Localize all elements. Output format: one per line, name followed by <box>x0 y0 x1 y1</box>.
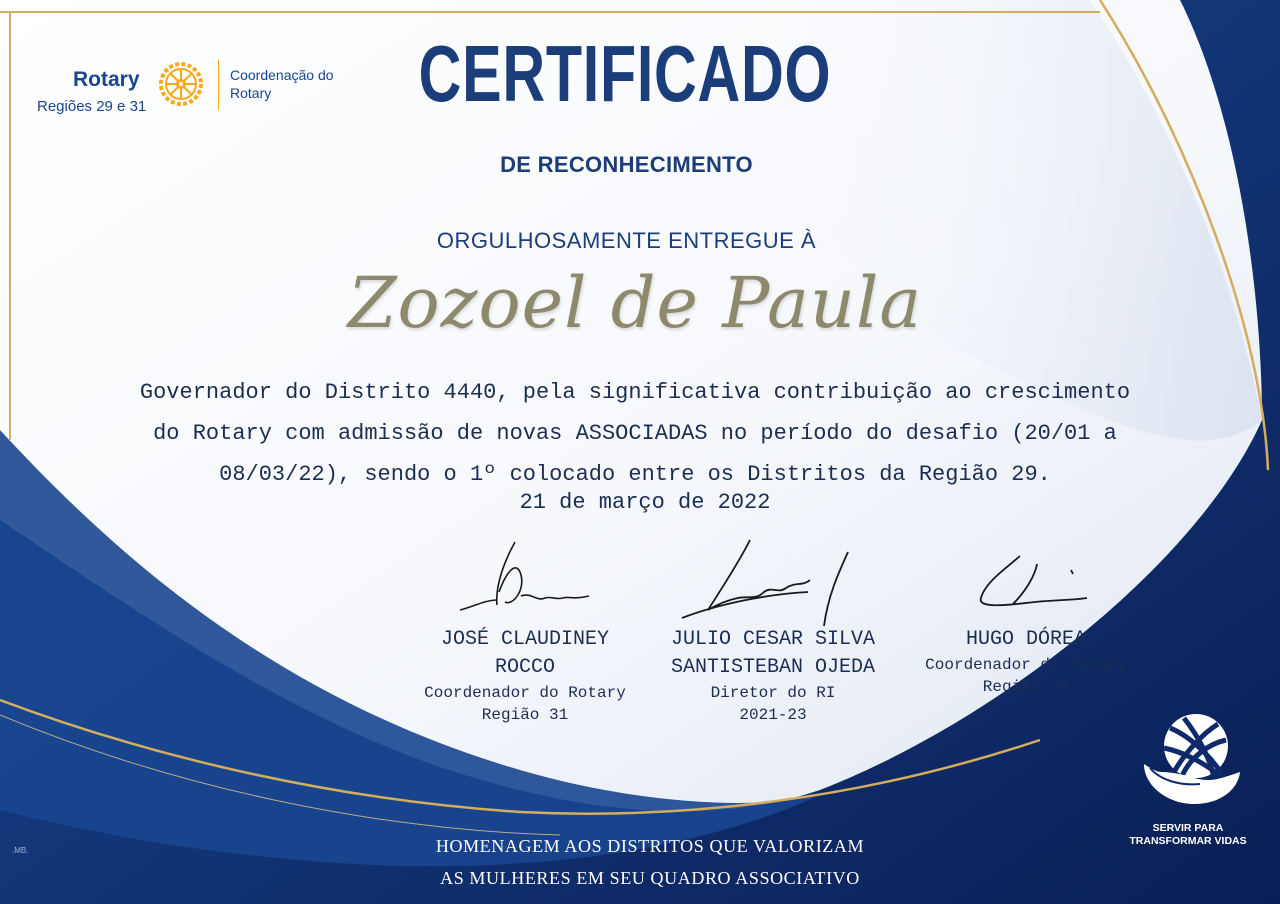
designer-mark: .MB. <box>12 846 29 855</box>
signatory-role: Coordenador do Rotary <box>925 656 1127 674</box>
signatory-role: Coordenador do Rotary <box>424 684 626 702</box>
rotary-brand-text: Rotary <box>73 68 140 91</box>
signatory-name: JULIO CESAR SILVA <box>670 628 876 651</box>
signature-ojeda <box>678 534 858 634</box>
certificate-date: 21 de março de 2022 <box>519 490 771 515</box>
certificate-body <box>40 372 1230 495</box>
body-line: Governador do Distrito 4440, pela significativa contribuição ao crescimento <box>139 380 1131 405</box>
globe-in-hand-icon <box>1140 706 1246 812</box>
coordination-label: Coordenação do Rotary <box>230 67 334 101</box>
signatory-role: Região 29 <box>982 678 1070 696</box>
body-line: do Rotary com admissão de novas ASSOCIADAS no período do desafio (20/01 a <box>153 421 1117 446</box>
signatory-name: JOSÉ CLAUDINEY <box>440 628 610 651</box>
recipient-name: Zozoel de Paula <box>347 262 923 344</box>
motto-line: SERVIR PARA <box>1152 822 1224 834</box>
signatory-role: 2021-23 <box>739 706 807 724</box>
certificate-title: CERTIFICADO <box>418 29 832 118</box>
signature-dorea <box>975 552 1095 622</box>
signatory-role: Região 31 <box>481 706 569 724</box>
body-line: 08/03/22), sendo o 1º colocado entre os Distritos da Região 29. <box>219 462 1051 487</box>
rotary-regions-label: Regiões 29 e 31 <box>37 98 147 115</box>
signatory-dorea <box>876 626 1176 698</box>
signature-rocco <box>455 530 605 620</box>
motto-line: TRANSFORMAR VIDAS <box>1129 835 1247 847</box>
signatory-name: SANTISTEBAN OJEDA <box>670 656 876 679</box>
delivered-to-label: ORGULHOSAMENTE ENTREGUE À <box>436 228 817 253</box>
footer-line: AS MULHERES EM SEU QUADRO ASSOCIATIVO <box>440 868 860 888</box>
signatory-role: Diretor do RI <box>710 684 836 702</box>
certificate-subtitle: DE RECONHECIMENTO <box>500 152 753 177</box>
footer-line: HOMENAGEM AOS DISTRITOS QUE VALORIZAM <box>435 836 865 856</box>
footer-tribute <box>0 830 1280 894</box>
signatory-name: HUGO DÓREA <box>965 628 1087 651</box>
signatory-name: ROCCO <box>494 656 555 679</box>
